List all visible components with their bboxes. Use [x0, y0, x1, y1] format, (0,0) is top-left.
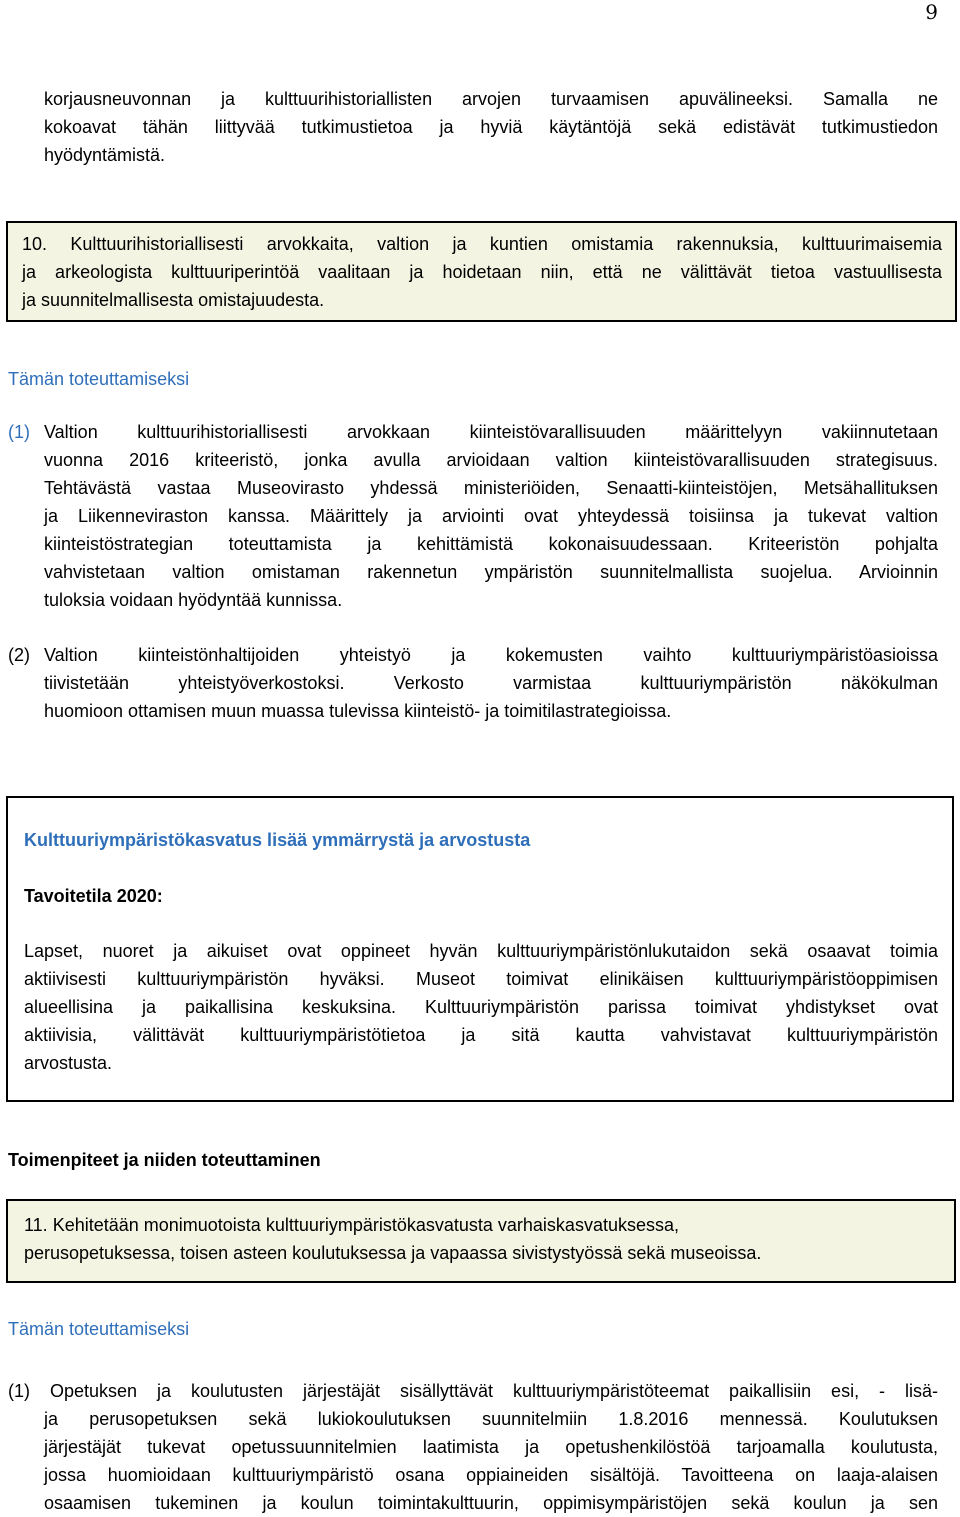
measure-11-line-2: perusopetuksessa, toisen asteen koulutuksessa ja vapaassa sivistystyössä sekä museoissa. [24, 1243, 762, 1263]
measure-10-line-2: ja arkeologista kulttuuriperintöä vaalitaan ja hoidetaan niin, että ne välittävät tietoa vastuullisesta [22, 262, 942, 282]
s2-item-1-line-2: ja perusopetuksen sekä lukiokoulutuksen suunnitelmiin 1.8.2016 mennessä. Koulutuksen [44, 1409, 938, 1429]
item-1-line-2: vuonna 2016 kriteeristö, jonka avulla arvioidaan valtion kiinteistövarallisuuden strategisuus. [44, 450, 938, 470]
item-1-line-6: vahvistetaan valtion omistaman rakennetun ympäristön suunnitelmallista suojelua. Arvioinnin [44, 562, 938, 582]
goal-box-line-1: Lapset, nuoret ja aikuiset ovat oppineet hyvän kulttuuriympäristönlukutaidon sekä osaavat toimia [24, 941, 938, 961]
item-1-number: (1) [8, 422, 30, 442]
measure-11-box [6, 1199, 956, 1283]
item-2-line-1: Valtion kiinteistönhaltijoiden yhteistyö ja kokemusten vaihto kulttuuriympäristöasioissa [44, 645, 938, 665]
item-2-number: (2) [8, 645, 30, 665]
measure-10-box [6, 221, 957, 322]
intro-line-3: hyödyntämistä. [44, 145, 166, 165]
goal-box-subtitle: Tavoitetila 2020: [24, 886, 163, 906]
goal-box-line-3: alueellisina ja paikallisina keskuksina. Kulttuuriympäristön parissa toimivat yhdistykset ovat [24, 997, 938, 1017]
section-2-heading: Tämän toteuttamiseksi [8, 1319, 190, 1339]
goal-box [6, 796, 954, 1102]
item-2-line-3: huomioon ottamisen muun muassa tulevissa kiinteistö- ja toimitilastrategioissa. [44, 701, 672, 721]
goal-box-line-5: arvostusta. [24, 1053, 113, 1073]
s2-item-1-line-5: osaamisen tukeminen ja koulun toimintakulttuurin, oppimisympäristöjen sekä koulun ja sen [44, 1493, 938, 1513]
goal-box-line-2: aktiivisesti kulttuuriympäristön hyväksi. Museot toimivat elinikäisen kulttuuriympäristöoppimisen [24, 969, 938, 989]
s2-item-1-line-3: järjestäjät tukevat opetussuunnitelmien laatimista ja opetushenkilöstöä tarjoamalla koulutusta, [44, 1437, 938, 1457]
item-2-line-2: tiivistetään yhteistyöverkostoksi. Verkosto varmistaa kulttuuriympäristön näkökulman [44, 673, 938, 693]
intro-line-2: kokoavat tähän liittyvää tutkimustietoa ja hyviä käytäntöjä sekä edistävät tutkimustiedon [44, 117, 938, 137]
actions-heading: Toimenpiteet ja niiden toteuttaminen [8, 1150, 321, 1170]
goal-box-line-4: aktiivisia, välittävät kulttuuriympäristötietoa ja sitä kautta vahvistavat kulttuuriympäristön [24, 1025, 938, 1045]
s2-item-1-line-4: jossa huomioidaan kulttuuriympäristö osana oppiaineiden sisältöjä. Tavoitteena on laaja-alaisen [44, 1465, 938, 1485]
measure-10-line-1: 10. Kulttuurihistoriallisesti arvokkaita, valtion ja kuntien omistamia rakennuksia, kulttuurimaisemia [22, 234, 942, 254]
item-1-line-7: tuloksia voidaan hyödyntää kunnissa. [44, 590, 343, 610]
item-1-line-5: kiinteistöstrategian toteuttamista ja kehittämistä kokonaisuudessaan. Kriteeristön pohjalta [44, 534, 938, 554]
s2-item-1-line-1: (1) Opetuksen ja koulutusten järjestäjät sisällyttävät kulttuuriympäristöteemat paikallisiin esi, - lisä- [8, 1381, 938, 1401]
goal-box-title: Kulttuuriympäristökasvatus lisää ymmärrystä ja arvostusta [24, 830, 531, 850]
measure-10-line-3: ja suunnitelmallisesta omistajuudesta. [22, 290, 325, 310]
item-1-line-4: ja Liikenneviraston kanssa. Määrittely ja arviointi ovat yhteydessä toisiinsa ja tukevat valtion [44, 506, 938, 526]
item-1-line-3: Tehtävästä vastaa Museovirasto yhdessä ministeriöiden, Senaatti-kiinteistöjen, Metsähallituksen [44, 478, 938, 498]
measure-11-line-1: 11. Kehitetään monimuotoista kulttuuriympäristökasvatusta varhaiskasvatuksessa, [24, 1215, 679, 1235]
intro-line-1: korjausneuvonnan ja kulttuurihistoriallisten arvojen turvaamisen apuvälineeksi. Samalla ne [44, 89, 938, 109]
item-1-line-1: Valtion kulttuurihistoriallisesti arvokkaan kiinteistövarallisuuden määrittelyyn vakiinnutetaan [44, 422, 938, 442]
page-number: 9 [925, 0, 938, 24]
section-1-heading: Tämän toteuttamiseksi [8, 369, 190, 389]
